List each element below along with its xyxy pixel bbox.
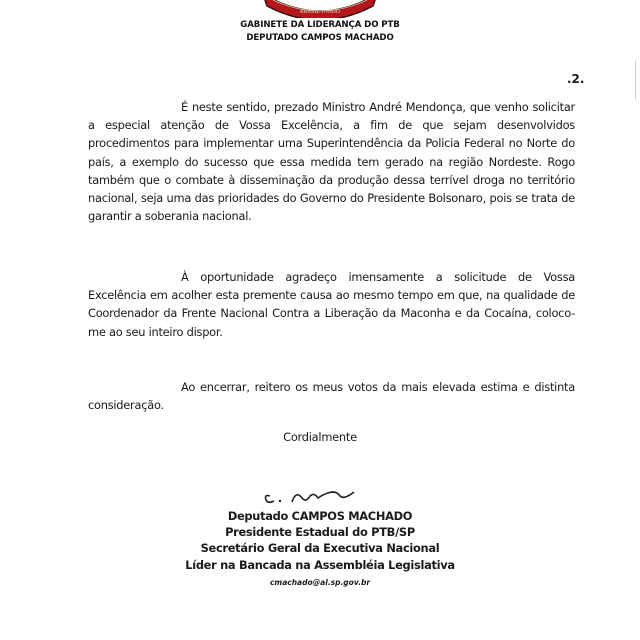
page-number: .2. [567,72,585,86]
letterhead-line-1: GABINETE DA LIDERANÇA DO PTB [240,20,400,30]
paragraph-farewell [88,378,575,414]
signer-email: cmachado@al.sp.gov.br [269,578,371,587]
letterhead-line-2: DEPUTADO CAMPOS MACHADO [246,33,394,43]
emblem-text: BRASIL UNIDO [299,9,341,15]
signer-title-1: Presidente Estadual do PTB/SP [225,525,415,540]
paragraph-gratitude [88,268,575,341]
scan-edge-divider [635,60,636,100]
paragraph-text: Ao encerrar, reitero os meus votos da mais elevada estima e distinta consideração. [88,380,575,413]
closing-salutation: Cordialmente [283,430,357,444]
paragraph-request [88,98,575,225]
signer-title-3: Líder na Bancada na Assembléia Legislativa [185,557,455,572]
signature-block [0,508,640,573]
paragraph-text: É neste sentido, prezado Ministro André Mendonça, que venho solicitar a especial atenção de Vossa Excelência, a fim de que sejam desenvolvidos procedimentos para implementar uma Superintendência da Policia Federal no Norte do país, a exemplo do sucesso que essa medida tem gerado na região Nordeste. Rogo também que o combate à disseminação da produção dessa terrível droga no território nacional, seja uma das prioridades do Governo do Presidente Bolsonaro, pois se trata de garantir a soberania nacional. [88,100,575,224]
signer-name: Deputado CAMPOS MACHADO [227,509,413,523]
handwritten-signature [258,484,378,506]
party-emblem-logo [255,0,385,18]
signer-title-2: Secretário Geral da Executiva Nacional [200,541,440,556]
paragraph-text: À oportunidade agradeço imensamente a solicitude de Vossa Excelência em acolher esta premente causa ao mesmo tempo em que, na qualidade de Coordenador da Frente Nacional Contra a Liberação da Maconha e da Cocaína, coloco-me ao seu inteiro dispor. [88,270,575,339]
